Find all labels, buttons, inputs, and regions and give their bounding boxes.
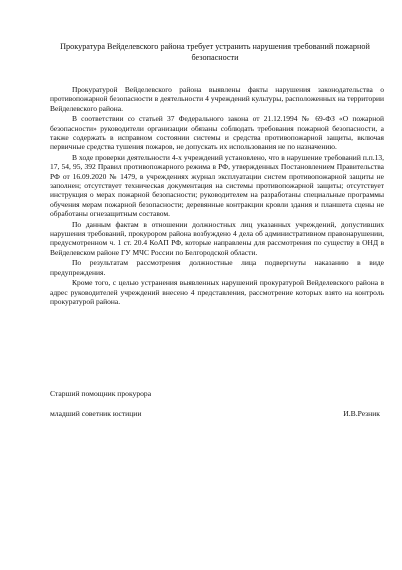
paragraph-federal-law: В соответствии со статьей 37 Федерального закона от 21.12.1994 № 69-ФЗ «О пожарной безопасности» руководители организации обязаны соблюдать требования пожарной безопасности, а также содержать в исправном состоянии системы и средства противопожарной защиты, включая первичные средства тушения пожаров, не допускать их использования не по назначению. [50, 114, 384, 152]
document-body [50, 85, 384, 308]
document-title: Прокуратура Вейделевского района требует устранить нарушения требований пожарной безопасности [60, 42, 370, 62]
paragraph-punishment: По результатам рассмотрения должностные лица подвергнуты наказанию в виде предупреждения. [50, 258, 384, 277]
paragraph-representations: Кроме того, с целью устранения выявленных нарушений прокуратурой Вейделевского района в адрес руководителей учреждений внесено 4 представления, рассмотрение которых взято на контроль прокуратурой района. [50, 278, 384, 307]
paragraph-violations-found: Прокуратурой Вейделевского района выявлены факты нарушения законодательства о противопожарной безопасности в деятельности 4 учреждений культуры, расположенных на территории Вейделевского района. [50, 85, 384, 113]
signature-name: И.В.Резник [343, 409, 380, 418]
paragraph-administrative-cases: По данным фактам в отношении должностных лиц указанных учреждений, допустивших нарушения требований, прокурором района возбуждено 4 дела об административном правонарушении, предусмотренном ч. 1 ст. 20.4 КоАП РФ, которые направлены для рассмотрения по существу в ОНД в Вейделевском районе ГУ МЧС России по Белгородской области. [50, 219, 384, 257]
signature-position-line1 [50, 389, 380, 399]
signature-rank: младший советник юстиции [50, 409, 142, 418]
signature-rank-row [50, 409, 380, 419]
signature-position-title: Старший помощник прокурора [50, 389, 152, 398]
paragraph-inspection-results: В ходе проверки деятельности 4-х учреждений установлено, что в нарушение требований п.п.13, 17, 54, 95, 392 Правил противопожарного режима в РФ, утвержденных Постановлением Правительства РФ от 16.09.2020 № 1479, в учреждениях журнал эксплуатации систем противопожарной защиты не заполнен; отсутствует техническая документация на системы противопожарной защиты; отсутствует инструкция о мерах пожарной безопасности; руководителем на разработаны специальные программы обучения мерам пожарной безопасности; деревянные контракции кровли здания и планшета сцены не обработаны огнезащитным составом. [50, 153, 384, 218]
